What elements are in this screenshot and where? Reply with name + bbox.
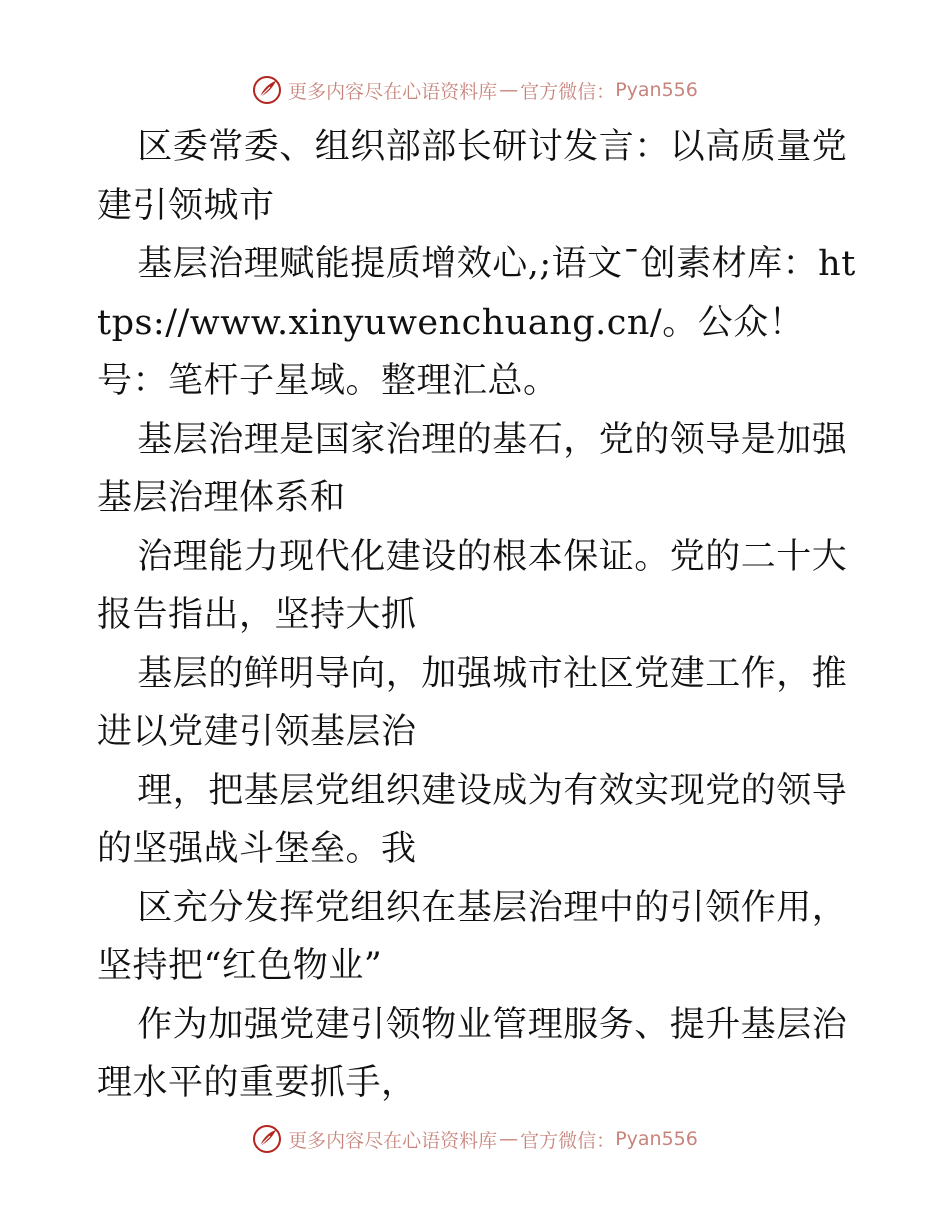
body-paragraph: 治理能力现代化建设的根本保证。党的二十大报告指出，坚持大抓 — [97, 536, 848, 635]
header-watermark-banner — [0, 70, 950, 110]
body-paragraph: 基层的鲜明导向，加强城市社区党建工作，推进以党建引领基层治 — [97, 653, 848, 752]
banner-separator: — — [499, 79, 519, 101]
document-body — [97, 118, 857, 1113]
source-note-paragraph: 基层治理赋能提质增效心,;语文¯创素材库：https://www.xinyuwenchuang.cn/。公众！号：笔杆子星域。整理汇总。 — [97, 244, 856, 401]
wechat-label: 官方微信： — [520, 1129, 616, 1152]
body-paragraph: 区充分发挥党组织在基层治理中的引领作用，坚持把“红色物业” — [97, 887, 848, 986]
brand-text: 更多内容尽在心语资料库 — [288, 1129, 498, 1152]
feather-pen-logo-icon — [252, 75, 282, 105]
footer-watermark-banner — [0, 1119, 950, 1159]
body-paragraph: 理，把基层党组织建设成为有效实现党的领导的坚强战斗堡垒。我 — [97, 770, 848, 869]
wechat-id: Pyan556 — [615, 1128, 698, 1150]
body-paragraph: 基层治理是国家治理的基石，党的领导是加强基层治理体系和 — [97, 419, 848, 518]
feather-pen-logo-icon — [252, 1124, 282, 1154]
wechat-label: 官方微信： — [520, 80, 616, 103]
wechat-id: Pyan556 — [615, 79, 698, 101]
body-paragraph: 作为加强党建引领物业管理服务、提升基层治理水平的重要抓手， — [97, 1004, 848, 1103]
document-title-paragraph: 区委常委、组织部部长研讨发言：以高质量党建引领城市 — [97, 127, 848, 226]
brand-text: 更多内容尽在心语资料库 — [288, 80, 498, 103]
banner-separator: — — [499, 1128, 519, 1150]
